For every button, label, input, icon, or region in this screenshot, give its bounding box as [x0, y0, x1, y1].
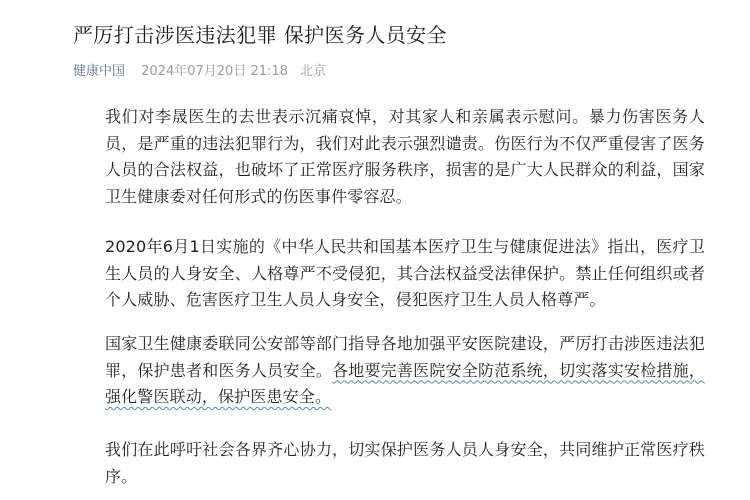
source-account-link[interactable]: 健康中国 — [73, 64, 126, 79]
paragraph-3 — [73, 331, 705, 411]
article-title: 严厉打击涉医违法犯罪 保护医务人员安全 — [73, 23, 447, 47]
article-meta — [73, 60, 326, 79]
paragraph-4: 我们在此呼吁社会各界齐心协力，切实保护医务人员人身安全，共同维护正常医疗秩序。 — [105, 440, 705, 486]
publish-time: 2024年07月20日 21:18 — [141, 64, 288, 79]
paragraph-1: 我们对李晟医生的去世表示沉痛哀悼，对其家人和亲属表示慰问。暴力伤害医务人员，是严重的违法犯罪行为，我们对此表示强烈谴责。伤医行为不仅严重侵害了医务人员的合法权益，也破坏了正常医疗服务秩序，损害的是广大人民群众的利益，国家卫生健康委对任何形式的伤医事件零容忍。 — [105, 107, 705, 206]
paragraph-3-underlined-text: 各地要完善医院安全防范系统，切实落实安检措施，强化警医联动，保护医患安全。 — [105, 360, 706, 406]
publish-location: 北京 — [300, 64, 327, 79]
paragraph-2: 2020年6月1日实施的《中华人民共和国基本医疗卫生与健康促进法》指出，医疗卫生人员的人身安全、人格尊严不受侵犯，其合法权益受法律保护。禁止任何组织或者个人威胁、危害医疗卫生人员人身安全，侵犯医疗卫生人员人格尊严。 — [105, 237, 705, 309]
paragraph-3-text: 国家卫生健康委联同公安部等部门指导各地加强平安医院建设，严厉打击涉医违法犯罪，保护患者和医务人员安全。 — [105, 334, 705, 380]
